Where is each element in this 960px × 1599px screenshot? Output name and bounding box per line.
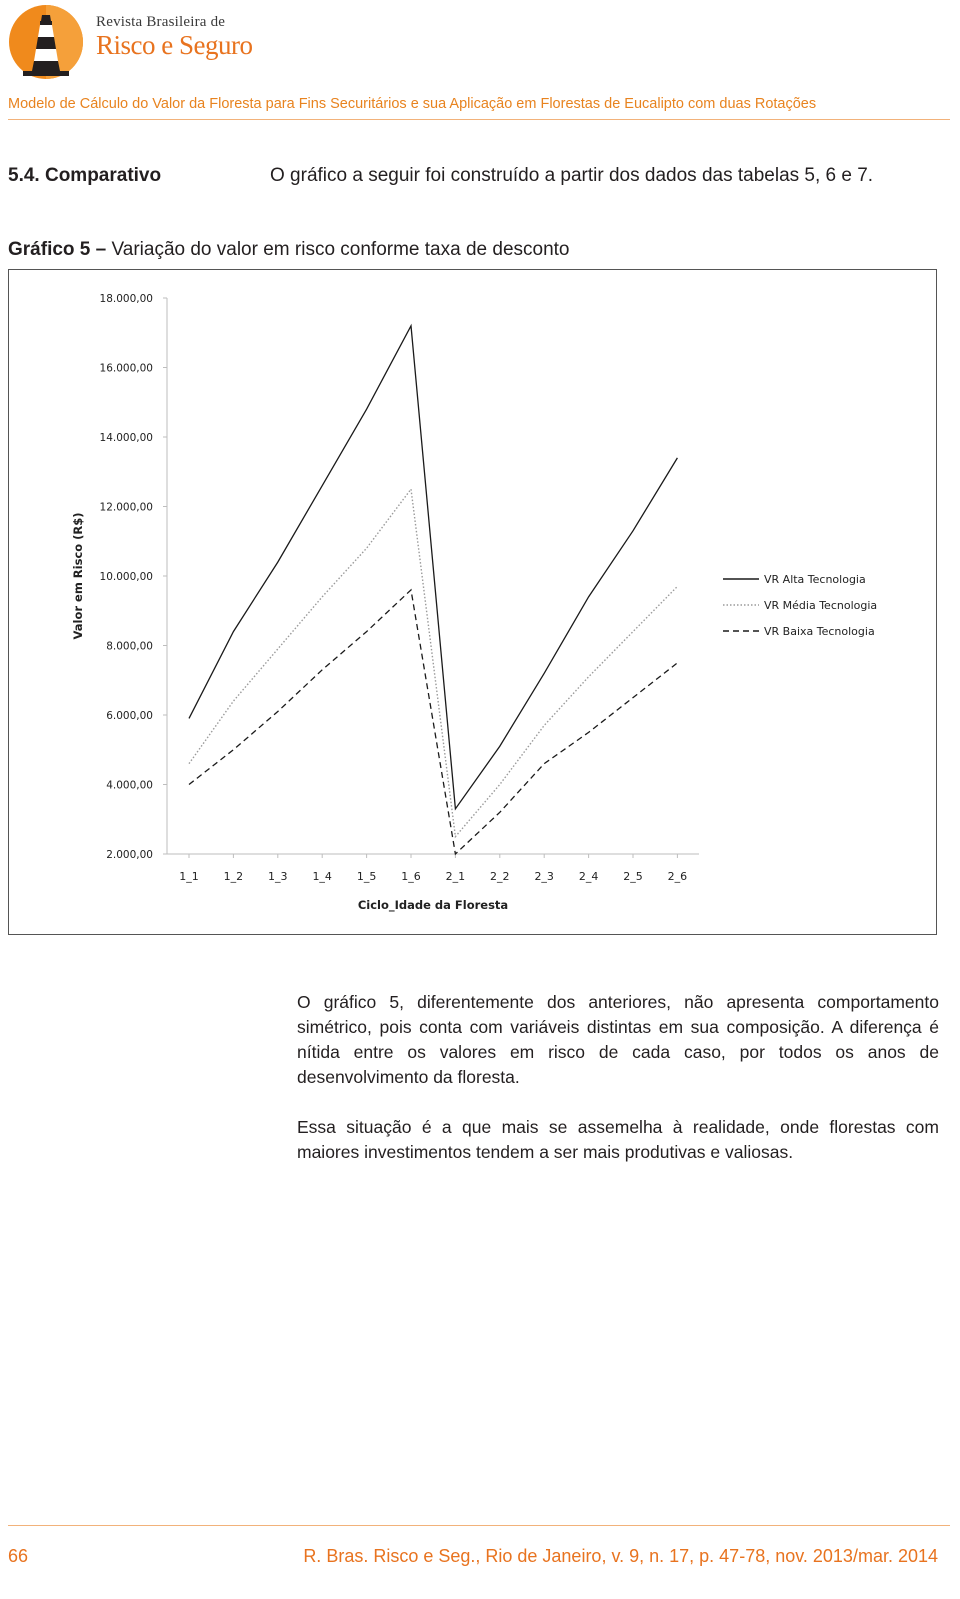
- legend-label-1: VR Alta Tecnologia: [764, 573, 866, 586]
- running-title: Modelo de Cálculo do Valor da Floresta para Fins Securitários e sua Aplicação em Florestas de Eucalipto com duas Rotações: [8, 96, 817, 112]
- legend-label-2: VR Média Tecnologia: [764, 599, 878, 612]
- y-axis-label: Valor em Risco (R$): [71, 512, 85, 640]
- y-tick-label: 18.000,00: [99, 293, 153, 305]
- x-tick-label: 2_5: [623, 870, 643, 883]
- x-tick-label: 2_4: [578, 870, 599, 883]
- journal-name-line2: Risco e Seguro: [96, 30, 253, 60]
- x-tick-label: 1_6: [401, 870, 421, 883]
- x-tick-label: 1_1: [179, 870, 199, 883]
- x-tick-label: 1_3: [268, 870, 288, 883]
- line-chart: [9, 270, 936, 934]
- chart-frame: [8, 269, 937, 935]
- series-line-3: [189, 590, 677, 854]
- x-tick-label: 1_2: [223, 870, 244, 883]
- journal-name-line1: Revista Brasileira de: [96, 14, 226, 30]
- x-tick-label: 1_5: [356, 870, 377, 883]
- header-divider: [8, 119, 950, 120]
- x-tick-label: 2_6: [667, 870, 688, 883]
- series-line-2: [189, 489, 677, 837]
- page-number: 66: [8, 1546, 29, 1566]
- x-tick-label: 2_2: [490, 870, 510, 883]
- figure-caption: [8, 239, 570, 261]
- y-tick-label: 4.000,00: [106, 779, 153, 792]
- y-tick-label: 2.000,00: [106, 849, 153, 861]
- figure-label: Gráfico 5 –: [8, 239, 107, 260]
- x-tick-label: 2_1: [445, 870, 466, 883]
- y-tick-label: 16.000,00: [99, 362, 153, 375]
- y-tick-label: 14.000,00: [99, 432, 153, 444]
- y-tick-label: 10.000,00: [99, 571, 153, 583]
- footer-citation: R. Bras. Risco e Seg., Rio de Janeiro, v. 9, n. 17, p. 47-78, nov. 2013/mar. 2014: [303, 1546, 938, 1566]
- y-tick-label: 8.000,00: [106, 640, 153, 653]
- journal-logo: [7, 3, 85, 81]
- section-intro: O gráfico a seguir foi construído a partir dos dados das tabelas 5, 6 e 7.: [270, 165, 874, 186]
- x-axis-label: Ciclo_Idade da Floresta: [357, 898, 509, 912]
- series-line-1: [189, 326, 677, 809]
- y-tick-label: 12.000,00: [99, 501, 153, 514]
- x-tick-label: 2_3: [534, 870, 554, 883]
- paragraph-1: O gráfico 5, diferentemente dos anteriores, não apresenta comportamento simétrico, pois conta com variáveis distintas em sua composição. A diferença é nítida entre os valores em risco de cada caso, por todos os anos de desenvolvimento da floresta.: [297, 992, 939, 1087]
- paragraph-2: Essa situação é a que mais se assemelha à realidade, onde florestas com maiores investimentos tendem a ser mais produtivas e valiosas.: [297, 1117, 939, 1162]
- journal-name: [96, 14, 252, 61]
- figure-caption-text: Variação do valor em risco conforme taxa de desconto: [106, 239, 570, 260]
- footer-divider: [8, 1525, 950, 1526]
- legend-label-3: VR Baixa Tecnologia: [764, 625, 875, 638]
- x-tick-label: 1_4: [312, 870, 332, 883]
- y-tick-label: 6.000,00: [106, 710, 153, 722]
- section-title: 5.4. Comparativo: [8, 165, 162, 186]
